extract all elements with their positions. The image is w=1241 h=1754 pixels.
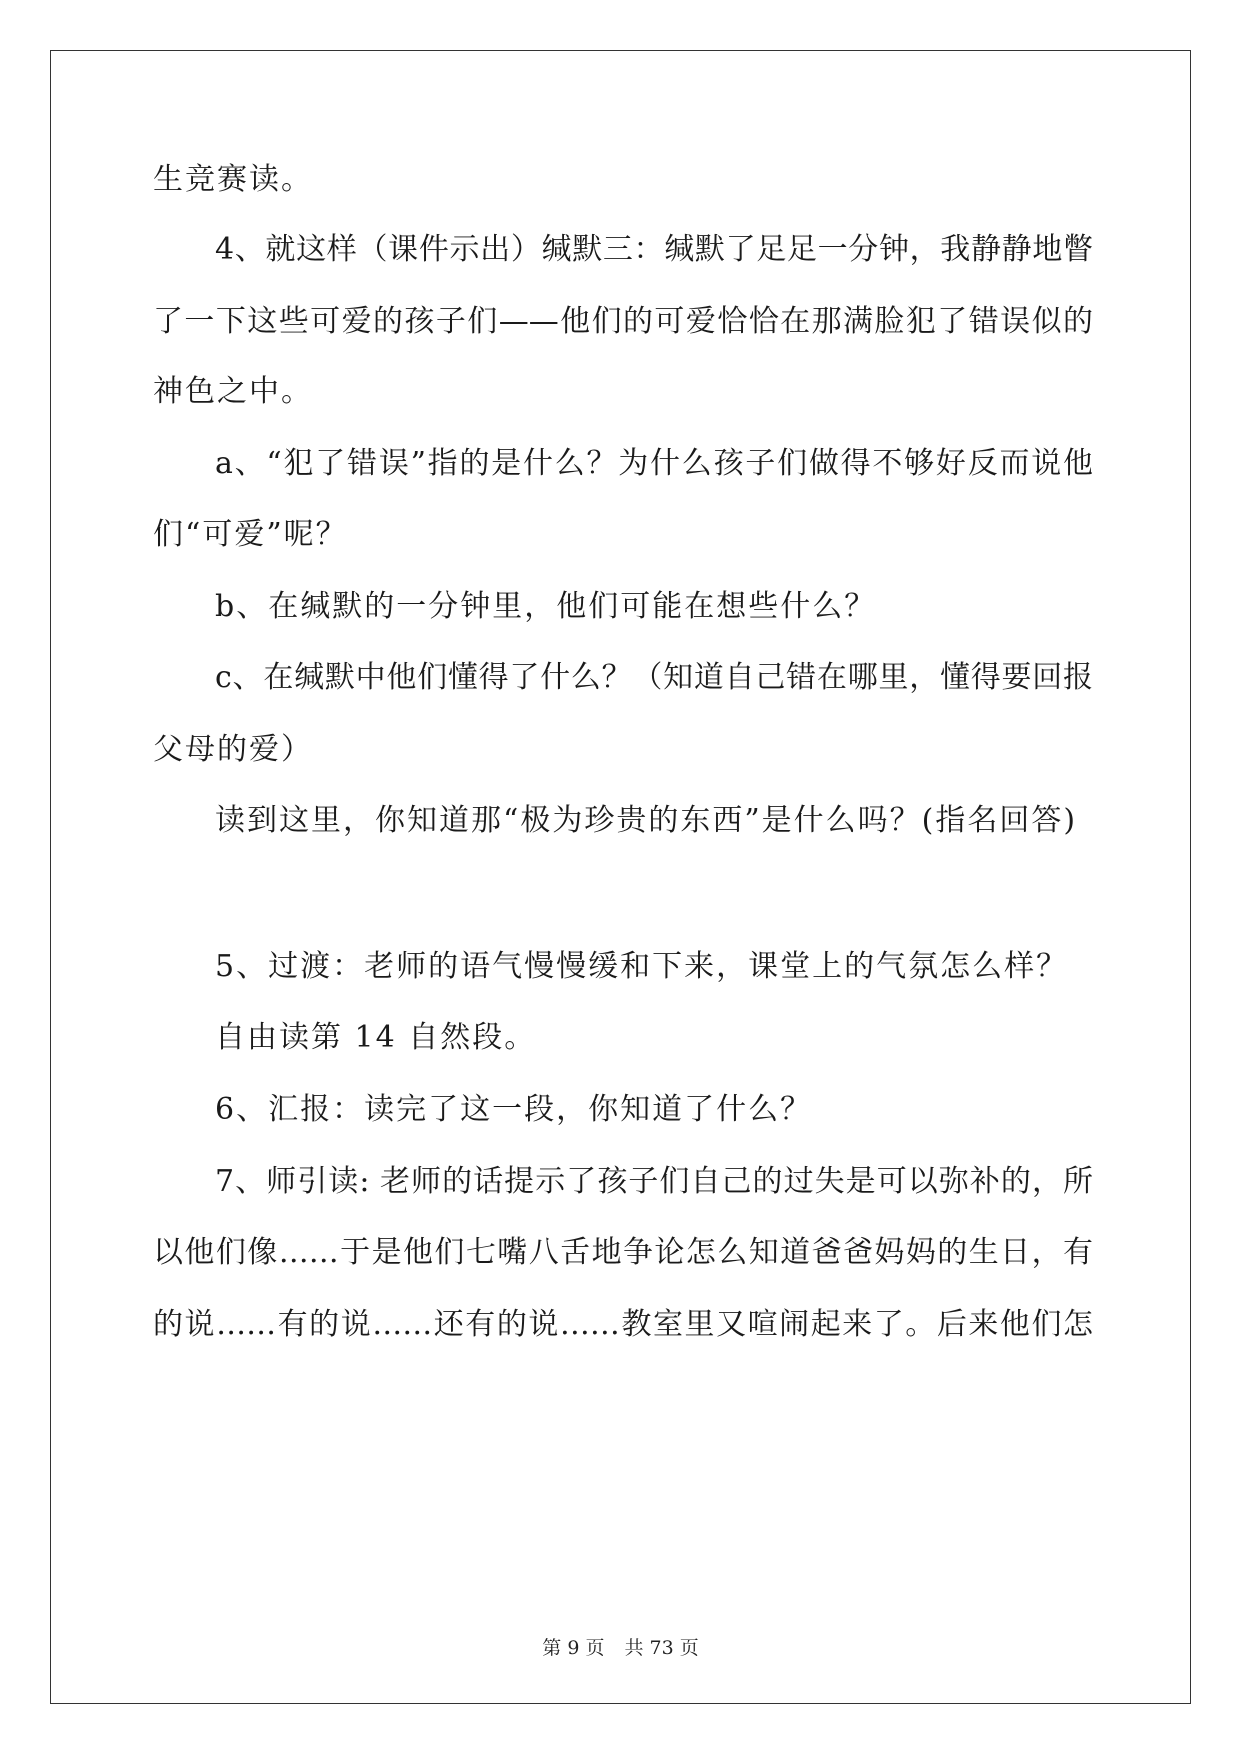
text-line: 们“可爱”呢？ bbox=[153, 517, 348, 552]
text-line: 以他们像……于是他们七嘴八舌地争论怎么知道爸爸妈妈的生日，有 bbox=[153, 1235, 1093, 1270]
text-line: b、在缄默的一分钟里，他们可能在想些什么？ bbox=[215, 589, 877, 624]
text-line: 4、就这样（课件示出）缄默三：缄默了足足一分钟，我静静地瞥 bbox=[215, 232, 1093, 267]
total-pages: 共 73 页 bbox=[624, 1637, 699, 1659]
page-footer bbox=[0, 1636, 1241, 1660]
text-line: 了一下这些可爱的孩子们——他们的可爱恰恰在那满脸犯了错误似的 bbox=[153, 304, 1093, 339]
text-line: 6、汇报：读完了这一段，你知道了什么？ bbox=[215, 1092, 813, 1127]
text-line: 读到这里，你知道那“极为珍贵的东西”是什么吗？(指名回答) bbox=[215, 803, 1078, 838]
text-line: 的说……有的说……还有的说……教室里又喧闹起来了。后来他们怎 bbox=[153, 1307, 1093, 1342]
text-line: a、“犯了错误”指的是什么？为什么孩子们做得不够好反而说他 bbox=[215, 446, 1093, 481]
text-line: 父母的爱） bbox=[153, 732, 313, 767]
text-line: 生竞赛读。 bbox=[153, 162, 313, 197]
text-line: 5、过渡：老师的语气慢慢缓和下来，课堂上的气氛怎么样？ bbox=[215, 949, 1069, 984]
text-line: 自由读第 14 自然段。 bbox=[215, 1020, 537, 1055]
text-line: 7、师引读: 老师的话提示了孩子们自己的过失是可以弥补的，所 bbox=[215, 1164, 1093, 1199]
page-border bbox=[50, 50, 1191, 1704]
text-line: 神色之中。 bbox=[153, 374, 313, 409]
page-number: 第 9 页 bbox=[542, 1637, 605, 1659]
text-line: c、在缄默中他们懂得了什么？（知道自己错在哪里，懂得要回报 bbox=[215, 660, 1093, 695]
